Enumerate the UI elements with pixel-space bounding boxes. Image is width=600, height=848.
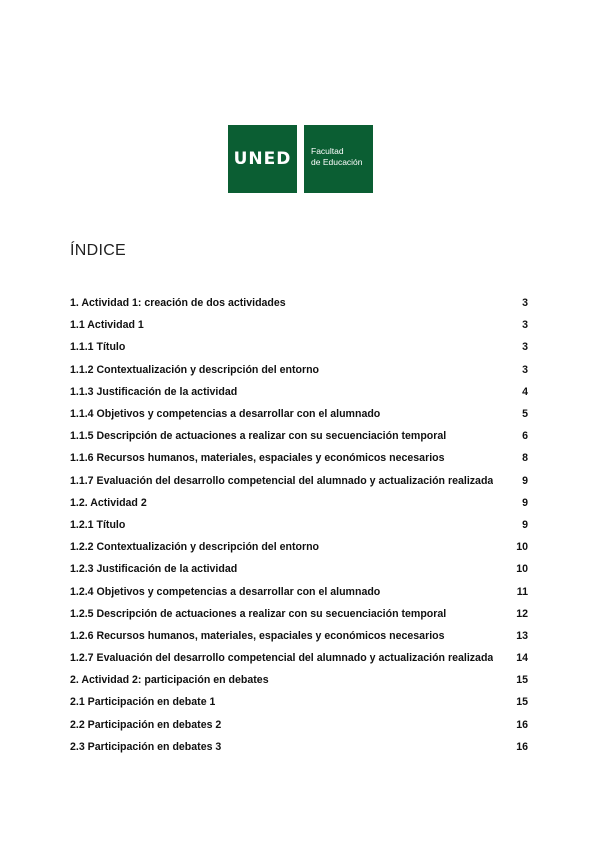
toc-entry[interactable] bbox=[70, 536, 528, 558]
toc-entry[interactable] bbox=[70, 625, 528, 647]
toc-entry-label: 1.2.4 Objetivos y competencias a desarrollar con el alumnado bbox=[70, 585, 381, 598]
toc-entry-label: 1.2.6 Recursos humanos, materiales, espaciales y económicos necesarios bbox=[70, 629, 445, 642]
faculty-line-2: de Educación bbox=[311, 157, 363, 167]
faculty-line-1: Facultad bbox=[311, 146, 344, 156]
toc-entry-page: 3 bbox=[522, 363, 528, 376]
toc-entry[interactable] bbox=[70, 691, 528, 713]
toc-entry-label: 1.2.5 Descripción de actuaciones a realizar con su secuenciación temporal bbox=[70, 607, 447, 620]
toc-entry-page: 10 bbox=[516, 541, 528, 554]
toc-entry[interactable] bbox=[70, 292, 528, 314]
toc-entry-page: 9 bbox=[522, 518, 528, 531]
toc-entry-label: 1.2.3 Justificación de la actividad bbox=[70, 563, 238, 576]
toc-entry-page: 16 bbox=[516, 718, 528, 731]
toc-entry-page: 8 bbox=[522, 452, 528, 465]
toc-entry-page: 12 bbox=[516, 607, 528, 620]
toc-entry-label: 1.1 Actividad 1 bbox=[70, 319, 144, 332]
faculty-name-block bbox=[304, 125, 373, 193]
toc-entry-page: 6 bbox=[522, 430, 528, 443]
toc-entry[interactable] bbox=[70, 470, 528, 492]
toc-entry[interactable] bbox=[70, 647, 528, 669]
toc-entry-label: 2.3 Participación en debates 3 bbox=[70, 740, 222, 753]
toc-entry[interactable] bbox=[70, 603, 528, 625]
toc-entry-page: 10 bbox=[516, 563, 528, 576]
toc-entry[interactable] bbox=[70, 669, 528, 691]
toc-entry-label: 1.2.2 Contextualización y descripción del entorno bbox=[70, 541, 320, 554]
toc-entry[interactable] bbox=[70, 447, 528, 469]
toc-entry[interactable] bbox=[70, 425, 528, 447]
toc-entry-page: 13 bbox=[516, 629, 528, 642]
toc-entry-label: 1.2. Actividad 2 bbox=[70, 496, 147, 509]
toc-entry[interactable] bbox=[70, 492, 528, 514]
toc-entry[interactable] bbox=[70, 514, 528, 536]
toc-entry-label: 1.2.7 Evaluación del desarrollo competencial del alumnado y actualización realizada bbox=[70, 652, 494, 665]
toc-entry[interactable] bbox=[70, 314, 528, 336]
toc-entry-page: 16 bbox=[516, 740, 528, 753]
toc-entry-label: 2.2 Participación en debates 2 bbox=[70, 718, 222, 731]
toc-entry[interactable] bbox=[70, 736, 528, 758]
toc-entry-page: 4 bbox=[522, 385, 528, 398]
toc-entry-page: 3 bbox=[522, 297, 528, 310]
index-title: ÍNDICE bbox=[70, 242, 127, 259]
toc-entry-label: 1.1.6 Recursos humanos, materiales, espaciales y económicos necesarios bbox=[70, 452, 445, 465]
toc-entry-label: 1.1.5 Descripción de actuaciones a realizar con su secuenciación temporal bbox=[70, 430, 447, 443]
uned-logo bbox=[228, 125, 373, 193]
toc-entry-label: 1.1.3 Justificación de la actividad bbox=[70, 385, 238, 398]
toc-entry-page: 9 bbox=[522, 496, 528, 509]
toc-entry-label: 1. Actividad 1: creación de dos actividades bbox=[70, 297, 286, 310]
toc-entry-page: 9 bbox=[522, 474, 528, 487]
toc-entry-label: 1.1.7 Evaluación del desarrollo competencial del alumnado y actualización realizada bbox=[70, 474, 494, 487]
toc-entry-label: 1.1.1 Título bbox=[70, 341, 126, 354]
toc-entry[interactable] bbox=[70, 403, 528, 425]
toc-entry-page: 5 bbox=[522, 408, 528, 421]
toc-entry-label: 1.1.2 Contextualización y descripción del entorno bbox=[70, 363, 320, 376]
toc-entry-label: 2. Actividad 2: participación en debates bbox=[70, 674, 269, 687]
toc-entry[interactable] bbox=[70, 336, 528, 358]
table-of-contents bbox=[70, 292, 528, 758]
toc-entry[interactable] bbox=[70, 714, 528, 736]
toc-entry[interactable] bbox=[70, 580, 528, 602]
toc-entry-label: 2.1 Participación en debate 1 bbox=[70, 696, 216, 709]
toc-entry-page: 15 bbox=[516, 674, 528, 687]
toc-entry-label: 1.2.1 Título bbox=[70, 518, 126, 531]
logo-brand-text: UNED bbox=[233, 149, 292, 169]
toc-entry[interactable] bbox=[70, 359, 528, 381]
toc-entry-page: 11 bbox=[516, 585, 528, 598]
toc-entry[interactable] bbox=[70, 558, 528, 580]
uned-logo-mark bbox=[228, 125, 297, 193]
toc-entry-page: 3 bbox=[522, 341, 528, 354]
toc-entry-page: 15 bbox=[516, 696, 528, 709]
toc-entry[interactable] bbox=[70, 381, 528, 403]
toc-entry-page: 3 bbox=[522, 319, 528, 332]
toc-entry-label: 1.1.4 Objetivos y competencias a desarrollar con el alumnado bbox=[70, 408, 381, 421]
toc-entry-page: 14 bbox=[516, 652, 528, 665]
